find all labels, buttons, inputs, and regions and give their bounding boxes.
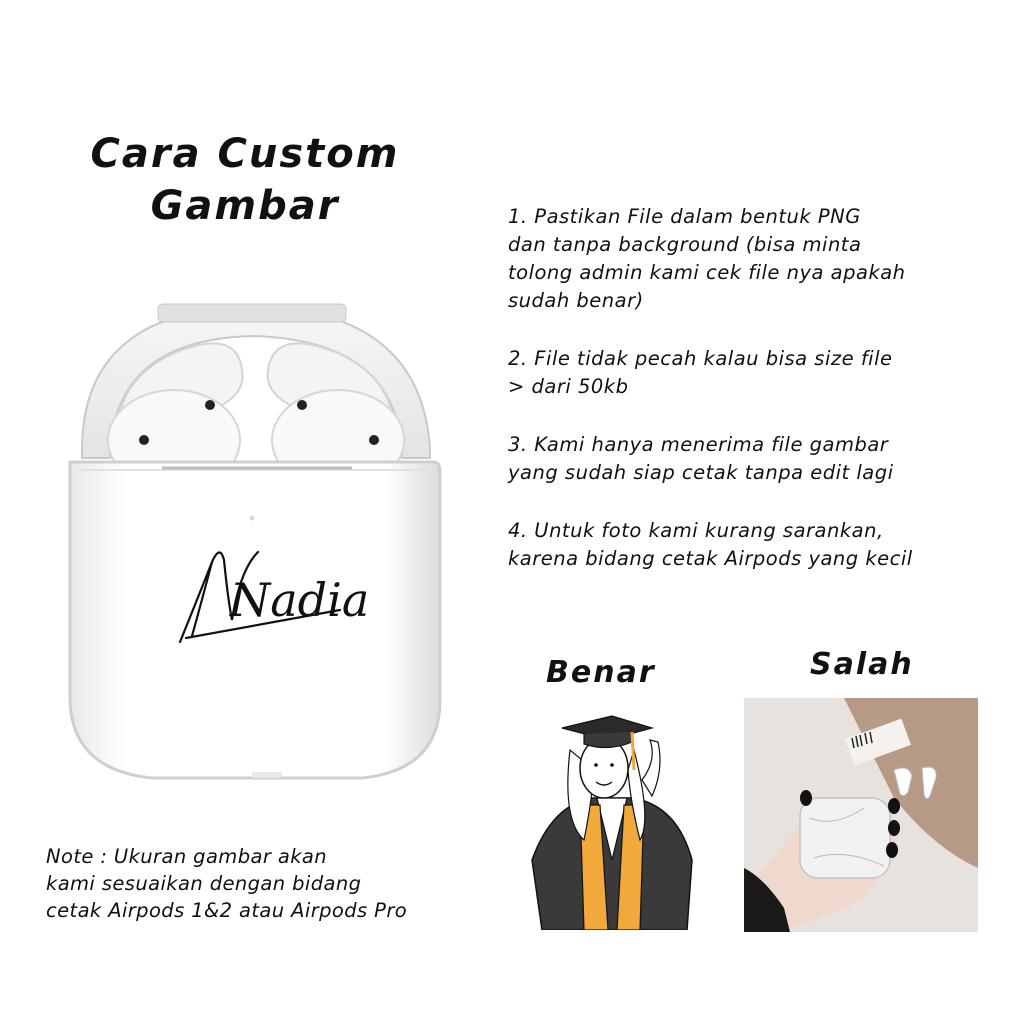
title-line-1: Cara Custom [90,131,400,177]
page-title [70,128,420,232]
label-benar: Benar [546,655,656,690]
step-3: 3. Kami hanya menerima file gambar yang sudah siap cetak tanpa edit lagi [508,433,894,484]
label-salah: Salah [810,647,914,682]
title-line-2: Gambar [150,183,340,229]
step-1: 1. Pastikan File dalam bentuk PNG dan tanpa background (bisa minta tolong admin kami cek file nya apakah sudah benar) [508,205,906,312]
step-2: 2. File tidak pecah kalau bisa size file > dari 50kb [508,347,893,398]
case-signature: Nadia [230,573,370,627]
airpods-case-image [62,300,452,790]
photo-example-image [744,698,978,932]
instruction-list [508,203,988,603]
step-4: 4. Untuk foto kami kurang sarankan, karena bidang cetak Airpods yang kecil [508,519,913,570]
graduate-illustration [522,710,702,930]
size-note: Note : Ukuran gambar akan kami sesuaikan dengan bidang cetak Airpods 1&2 atau Airpods Pro [46,845,408,922]
